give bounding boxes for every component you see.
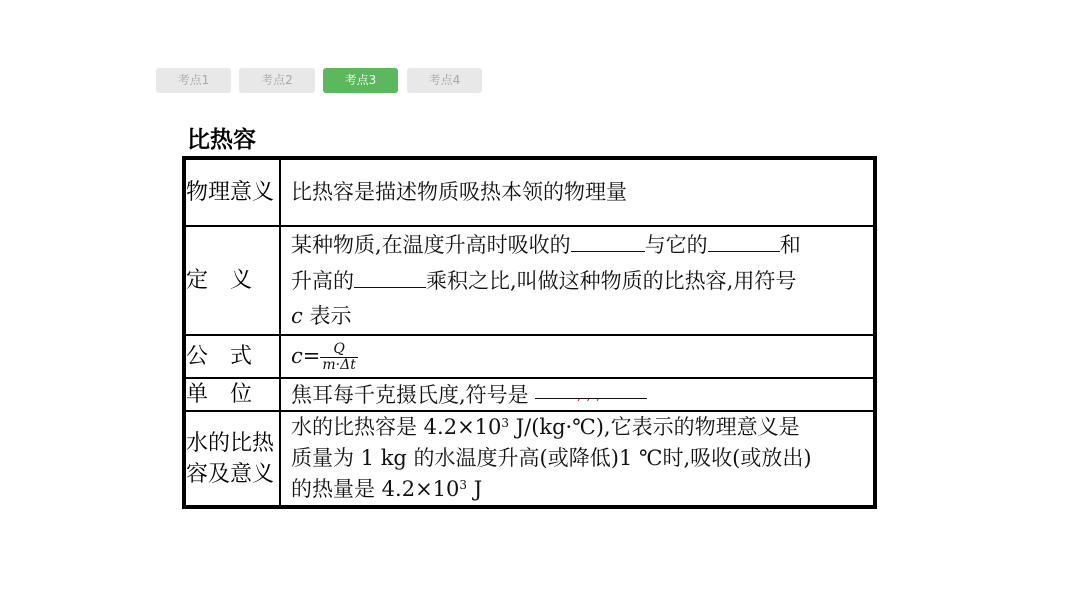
specific-heat-table: [182, 156, 877, 509]
water-line1-b: J/(kg·℃),它表示的物理意义是: [509, 415, 800, 439]
water-line3-b: J: [467, 477, 483, 501]
symbol-c: c: [291, 304, 303, 328]
tab-topic-1[interactable]: 考点1: [156, 68, 231, 93]
tab-topic-2[interactable]: 考点2: [239, 68, 315, 93]
formula-fraction: [320, 342, 357, 373]
formula-numerator: Q: [320, 342, 357, 358]
row-content-formula: [280, 335, 875, 378]
row-content-unit: [280, 378, 875, 411]
water-line1-exp: 3: [501, 416, 510, 430]
definition-text-6: 表示: [302, 304, 352, 328]
definition-text-4: 升高的: [291, 269, 354, 293]
table-row-formula: [184, 335, 875, 378]
definition-text-5: 乘积之比,叫做这种物质的比热容,用符号: [426, 269, 797, 293]
fill-blank-unit-symbol[interactable]: [535, 380, 647, 403]
definition-text-2: 与它的: [644, 233, 708, 257]
page-title: 比热容: [187, 127, 256, 153]
fill-blank-mass[interactable]: [708, 227, 780, 252]
water-line1-a: 水的比热容是 4.2×10: [291, 415, 502, 439]
row-content-definition: [280, 226, 875, 335]
tab-topic-3[interactable]: 考点3: [323, 68, 398, 93]
fill-blank-temperature[interactable]: [354, 263, 426, 288]
fill-blank-heat[interactable]: [571, 227, 645, 252]
table-row-meaning: [184, 158, 875, 226]
table-row-definition: [184, 226, 875, 335]
red-mark-icon: ,,,: [577, 389, 606, 403]
table-row-water: [184, 411, 875, 507]
row-label-definition: 定 义: [184, 226, 280, 335]
water-line2: 质量为 1 kg 的水温度升高(或降低)1 ℃时,吸收(或放出): [291, 446, 812, 470]
definition-text-1: 某种物质,在温度升高时吸收的: [291, 233, 571, 257]
water-line3-exp: 3: [459, 478, 468, 492]
formula-lhs: c=: [291, 344, 321, 368]
definition-text-3: 和: [779, 233, 801, 257]
row-content-water: [280, 411, 875, 507]
row-label-unit: 单 位: [184, 378, 280, 411]
table-row-unit: [184, 378, 875, 411]
row-label-formula: 公 式: [184, 335, 280, 378]
row-label-water: 水的比热容及意义: [184, 411, 280, 507]
water-line3-a: 的热量是 4.2×10: [291, 477, 460, 501]
row-label-meaning: 物理意义: [184, 158, 280, 226]
tab-topic-4[interactable]: 考点4: [407, 68, 482, 93]
formula-denominator: m·Δt: [322, 357, 356, 373]
row-content-meaning: 比热容是描述物质吸热本领的物理量: [280, 158, 875, 226]
unit-text: 焦耳每千克摄氏度,符号是: [291, 382, 529, 407]
